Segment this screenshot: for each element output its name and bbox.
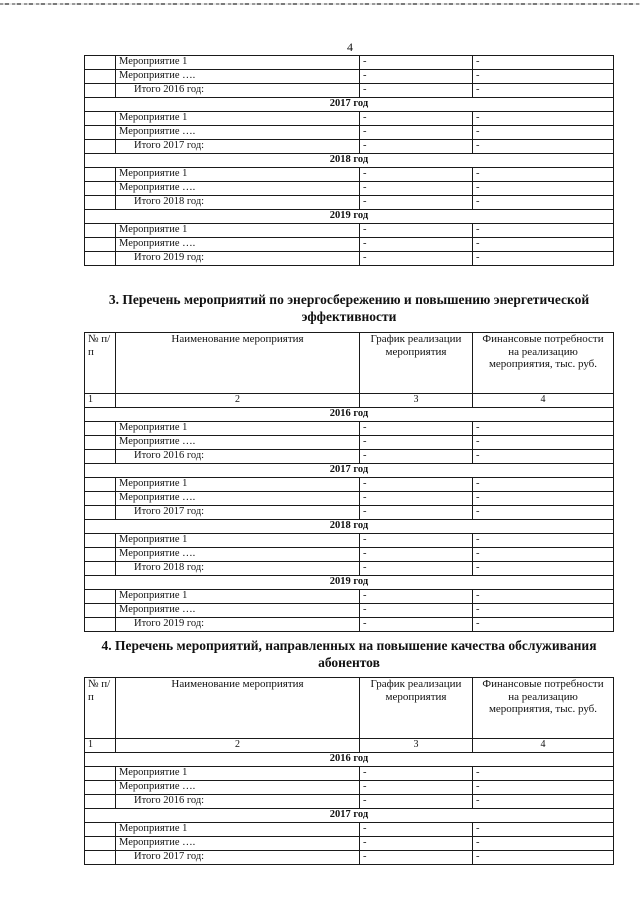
finance-cell: - bbox=[473, 168, 614, 182]
table-row bbox=[85, 604, 614, 618]
table-row bbox=[85, 837, 614, 851]
table-row bbox=[85, 168, 614, 182]
total-row bbox=[85, 562, 614, 576]
row-number-cell bbox=[85, 767, 116, 781]
row-number-cell bbox=[85, 436, 116, 450]
schedule-cell: - bbox=[360, 140, 473, 154]
schedule-cell: - bbox=[360, 422, 473, 436]
measure-name: Мероприятие 1 bbox=[116, 534, 360, 548]
year-label: 2017 год bbox=[85, 464, 614, 478]
total-row bbox=[85, 84, 614, 98]
finance-cell: - bbox=[473, 56, 614, 70]
year-label: 2017 год bbox=[85, 98, 614, 112]
row-number-cell bbox=[85, 795, 116, 809]
table-row bbox=[85, 534, 614, 548]
table-row bbox=[85, 56, 614, 70]
schedule-cell: - bbox=[360, 618, 473, 632]
total-row bbox=[85, 196, 614, 210]
measure-name: Мероприятие 1 bbox=[116, 168, 360, 182]
total-label: Итого 2016 год: bbox=[116, 450, 360, 464]
header-num: № п/п bbox=[85, 333, 116, 394]
row-number-cell bbox=[85, 450, 116, 464]
measure-name: Мероприятие 1 bbox=[116, 112, 360, 126]
row-number-cell bbox=[85, 238, 116, 252]
measure-name: Мероприятие 1 bbox=[116, 823, 360, 837]
section-3-title: 3. Перечень мероприятий по энергосбережению и повышению энергетической эффективности bbox=[108, 292, 590, 324]
schedule-cell: - bbox=[360, 436, 473, 450]
row-number-cell bbox=[85, 196, 116, 210]
year-row bbox=[85, 210, 614, 224]
finance-cell: - bbox=[473, 478, 614, 492]
row-number-cell bbox=[85, 604, 116, 618]
table-row bbox=[85, 238, 614, 252]
year-label: 2018 год bbox=[85, 520, 614, 534]
row-number-cell bbox=[85, 823, 116, 837]
measure-name: Мероприятие 1 bbox=[116, 478, 360, 492]
total-label: Итого 2018 год: bbox=[116, 196, 360, 210]
column-number-row bbox=[85, 394, 614, 408]
total-label: Итого 2017 год: bbox=[116, 851, 360, 865]
finance-cell: - bbox=[473, 618, 614, 632]
header-name: Наименование мероприятия bbox=[116, 678, 360, 739]
table-row bbox=[85, 70, 614, 84]
table-row bbox=[85, 436, 614, 450]
total-label: Итого 2017 год: bbox=[116, 506, 360, 520]
table-energy-saving bbox=[84, 332, 614, 632]
schedule-cell: - bbox=[360, 112, 473, 126]
schedule-cell: - bbox=[360, 56, 473, 70]
row-number-cell bbox=[85, 84, 116, 98]
finance-cell: - bbox=[473, 851, 614, 865]
schedule-cell: - bbox=[360, 478, 473, 492]
measure-name: Мероприятие …. bbox=[116, 604, 360, 618]
row-number-cell bbox=[85, 781, 116, 795]
column-number: 4 bbox=[473, 394, 614, 408]
row-number-cell bbox=[85, 837, 116, 851]
measure-name: Мероприятие 1 bbox=[116, 56, 360, 70]
schedule-cell: - bbox=[360, 168, 473, 182]
schedule-cell: - bbox=[360, 450, 473, 464]
year-label: 2018 год bbox=[85, 154, 614, 168]
row-number-cell bbox=[85, 506, 116, 520]
row-number-cell bbox=[85, 140, 116, 154]
section-4-title: 4. Перечень мероприятий, направленных на повышение качества обслуживания абонентов bbox=[101, 638, 597, 670]
total-label: Итого 2019 год: bbox=[116, 252, 360, 266]
column-number: 3 bbox=[360, 739, 473, 753]
year-label: 2017 год bbox=[85, 809, 614, 823]
finance-cell: - bbox=[473, 422, 614, 436]
total-row bbox=[85, 140, 614, 154]
finance-cell: - bbox=[473, 795, 614, 809]
finance-cell: - bbox=[473, 562, 614, 576]
table-row bbox=[85, 767, 614, 781]
year-row bbox=[85, 809, 614, 823]
finance-cell: - bbox=[473, 436, 614, 450]
finance-cell: - bbox=[473, 492, 614, 506]
row-number-cell bbox=[85, 422, 116, 436]
schedule-cell: - bbox=[360, 70, 473, 84]
finance-cell: - bbox=[473, 781, 614, 795]
schedule-cell: - bbox=[360, 562, 473, 576]
total-label: Итого 2017 год: bbox=[116, 140, 360, 154]
schedule-cell: - bbox=[360, 851, 473, 865]
row-number-cell bbox=[85, 112, 116, 126]
row-number-cell bbox=[85, 168, 116, 182]
total-row bbox=[85, 450, 614, 464]
total-row bbox=[85, 618, 614, 632]
schedule-cell: - bbox=[360, 604, 473, 618]
column-number: 3 bbox=[360, 394, 473, 408]
finance-cell: - bbox=[473, 604, 614, 618]
header-num: № п/п bbox=[85, 678, 116, 739]
table-row bbox=[85, 781, 614, 795]
row-number-cell bbox=[85, 56, 116, 70]
schedule-cell: - bbox=[360, 781, 473, 795]
schedule-cell: - bbox=[360, 534, 473, 548]
measure-name: Мероприятие …. bbox=[116, 436, 360, 450]
table-row bbox=[85, 112, 614, 126]
finance-cell: - bbox=[473, 224, 614, 238]
schedule-cell: - bbox=[360, 252, 473, 266]
column-number: 1 bbox=[85, 394, 116, 408]
finance-cell: - bbox=[473, 506, 614, 520]
schedule-cell: - bbox=[360, 238, 473, 252]
measure-name: Мероприятие 1 bbox=[116, 590, 360, 604]
measure-name: Мероприятие …. bbox=[116, 238, 360, 252]
row-number-cell bbox=[85, 252, 116, 266]
year-label: 2019 год bbox=[85, 210, 614, 224]
schedule-cell: - bbox=[360, 492, 473, 506]
finance-cell: - bbox=[473, 84, 614, 98]
schedule-cell: - bbox=[360, 767, 473, 781]
row-number-cell bbox=[85, 851, 116, 865]
measure-name: Мероприятие …. bbox=[116, 837, 360, 851]
table-continuation bbox=[84, 55, 614, 266]
row-number-cell bbox=[85, 534, 116, 548]
measure-name: Мероприятие 1 bbox=[116, 224, 360, 238]
finance-cell: - bbox=[473, 238, 614, 252]
measure-name: Мероприятие 1 bbox=[116, 422, 360, 436]
year-label: 2016 год bbox=[85, 753, 614, 767]
column-number: 1 bbox=[85, 739, 116, 753]
schedule-cell: - bbox=[360, 590, 473, 604]
finance-cell: - bbox=[473, 252, 614, 266]
year-label: 2019 год bbox=[85, 576, 614, 590]
finance-cell: - bbox=[473, 112, 614, 126]
finance-cell: - bbox=[473, 70, 614, 84]
finance-cell: - bbox=[473, 450, 614, 464]
finance-cell: - bbox=[473, 548, 614, 562]
column-number: 2 bbox=[116, 739, 360, 753]
column-number: 2 bbox=[116, 394, 360, 408]
schedule-cell: - bbox=[360, 224, 473, 238]
column-number: 4 bbox=[473, 739, 614, 753]
schedule-cell: - bbox=[360, 196, 473, 210]
table-row bbox=[85, 126, 614, 140]
schedule-cell: - bbox=[360, 182, 473, 196]
year-row bbox=[85, 464, 614, 478]
row-number-cell bbox=[85, 492, 116, 506]
finance-cell: - bbox=[473, 590, 614, 604]
measure-name: Мероприятие …. bbox=[116, 781, 360, 795]
finance-cell: - bbox=[473, 534, 614, 548]
schedule-cell: - bbox=[360, 84, 473, 98]
header-schedule: График реализации мероприятия bbox=[360, 678, 473, 739]
header-schedule: График реализации мероприятия bbox=[360, 333, 473, 394]
table-row bbox=[85, 548, 614, 562]
row-number-cell bbox=[85, 590, 116, 604]
table-row bbox=[85, 492, 614, 506]
year-row bbox=[85, 154, 614, 168]
measure-name: Мероприятие …. bbox=[116, 492, 360, 506]
year-row bbox=[85, 408, 614, 422]
total-row bbox=[85, 851, 614, 865]
header-finance: Финансовые потребности на реализацию мероприятия, тыс. руб. bbox=[473, 333, 614, 394]
row-number-cell bbox=[85, 224, 116, 238]
row-number-cell bbox=[85, 126, 116, 140]
schedule-cell: - bbox=[360, 795, 473, 809]
total-row bbox=[85, 506, 614, 520]
row-number-cell bbox=[85, 548, 116, 562]
table-row bbox=[85, 224, 614, 238]
table-row bbox=[85, 182, 614, 196]
header-name: Наименование мероприятия bbox=[116, 333, 360, 394]
year-row bbox=[85, 576, 614, 590]
row-number-cell bbox=[85, 562, 116, 576]
table-row bbox=[85, 478, 614, 492]
schedule-cell: - bbox=[360, 823, 473, 837]
year-row bbox=[85, 520, 614, 534]
total-label: Итого 2019 год: bbox=[116, 618, 360, 632]
year-row bbox=[85, 753, 614, 767]
schedule-cell: - bbox=[360, 548, 473, 562]
row-number-cell bbox=[85, 618, 116, 632]
schedule-cell: - bbox=[360, 837, 473, 851]
measure-name: Мероприятие …. bbox=[116, 126, 360, 140]
row-number-cell bbox=[85, 70, 116, 84]
schedule-cell: - bbox=[360, 506, 473, 520]
total-label: Итого 2018 год: bbox=[116, 562, 360, 576]
finance-cell: - bbox=[473, 140, 614, 154]
scan-edge-line bbox=[0, 3, 640, 5]
total-label: Итого 2016 год: bbox=[116, 84, 360, 98]
finance-cell: - bbox=[473, 182, 614, 196]
column-number-row bbox=[85, 739, 614, 753]
finance-cell: - bbox=[473, 126, 614, 140]
schedule-cell: - bbox=[360, 126, 473, 140]
table-service-quality bbox=[84, 677, 614, 865]
header-finance: Финансовые потребности на реализацию мероприятия, тыс. руб. bbox=[473, 678, 614, 739]
table-row bbox=[85, 590, 614, 604]
total-row bbox=[85, 795, 614, 809]
page-number: 4 bbox=[347, 40, 353, 54]
finance-cell: - bbox=[473, 823, 614, 837]
total-row bbox=[85, 252, 614, 266]
year-label: 2016 год bbox=[85, 408, 614, 422]
year-row bbox=[85, 98, 614, 112]
table-row bbox=[85, 422, 614, 436]
total-label: Итого 2016 год: bbox=[116, 795, 360, 809]
header-row bbox=[85, 333, 614, 394]
row-number-cell bbox=[85, 478, 116, 492]
measure-name: Мероприятие …. bbox=[116, 548, 360, 562]
table-row bbox=[85, 823, 614, 837]
row-number-cell bbox=[85, 182, 116, 196]
measure-name: Мероприятие …. bbox=[116, 182, 360, 196]
measure-name: Мероприятие …. bbox=[116, 70, 360, 84]
finance-cell: - bbox=[473, 196, 614, 210]
measure-name: Мероприятие 1 bbox=[116, 767, 360, 781]
finance-cell: - bbox=[473, 837, 614, 851]
header-row bbox=[85, 678, 614, 739]
finance-cell: - bbox=[473, 767, 614, 781]
